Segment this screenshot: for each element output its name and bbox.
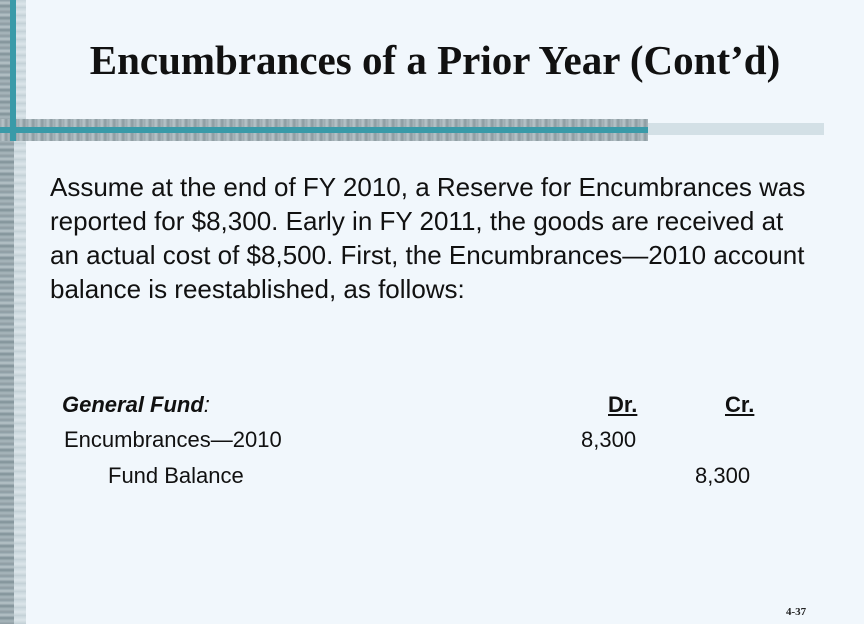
left-teal-line [10, 0, 16, 141]
fund-label-text: General Fund [62, 392, 204, 417]
body-paragraph: Assume at the end of FY 2010, a Reserve for Encumbrances was reported for $8,300. Early in FY 2011, the goods are received at an actual cost of $8,500. First, the Encumbrances—2010 account balance is reestablished, as follows: [50, 172, 806, 304]
journal-row-2-credit: 8,300 [695, 463, 751, 488]
title-underline-teal [0, 127, 648, 133]
slide-title: Encumbrances of a Prior Year (Cont’d) [89, 37, 781, 83]
title-underline-light [648, 123, 824, 135]
journal-fund-label [62, 392, 210, 418]
fund-label-colon: : [203, 392, 210, 417]
debit-column-header: Dr. [608, 392, 638, 417]
journal-row-1-account: Encumbrances—2010 [64, 427, 282, 452]
journal-row-1-debit: 8,300 [581, 427, 637, 452]
page-number: 4-37 [786, 606, 807, 618]
journal-row-2-account: Fund Balance [108, 463, 244, 488]
credit-column-header: Cr. [725, 392, 755, 417]
